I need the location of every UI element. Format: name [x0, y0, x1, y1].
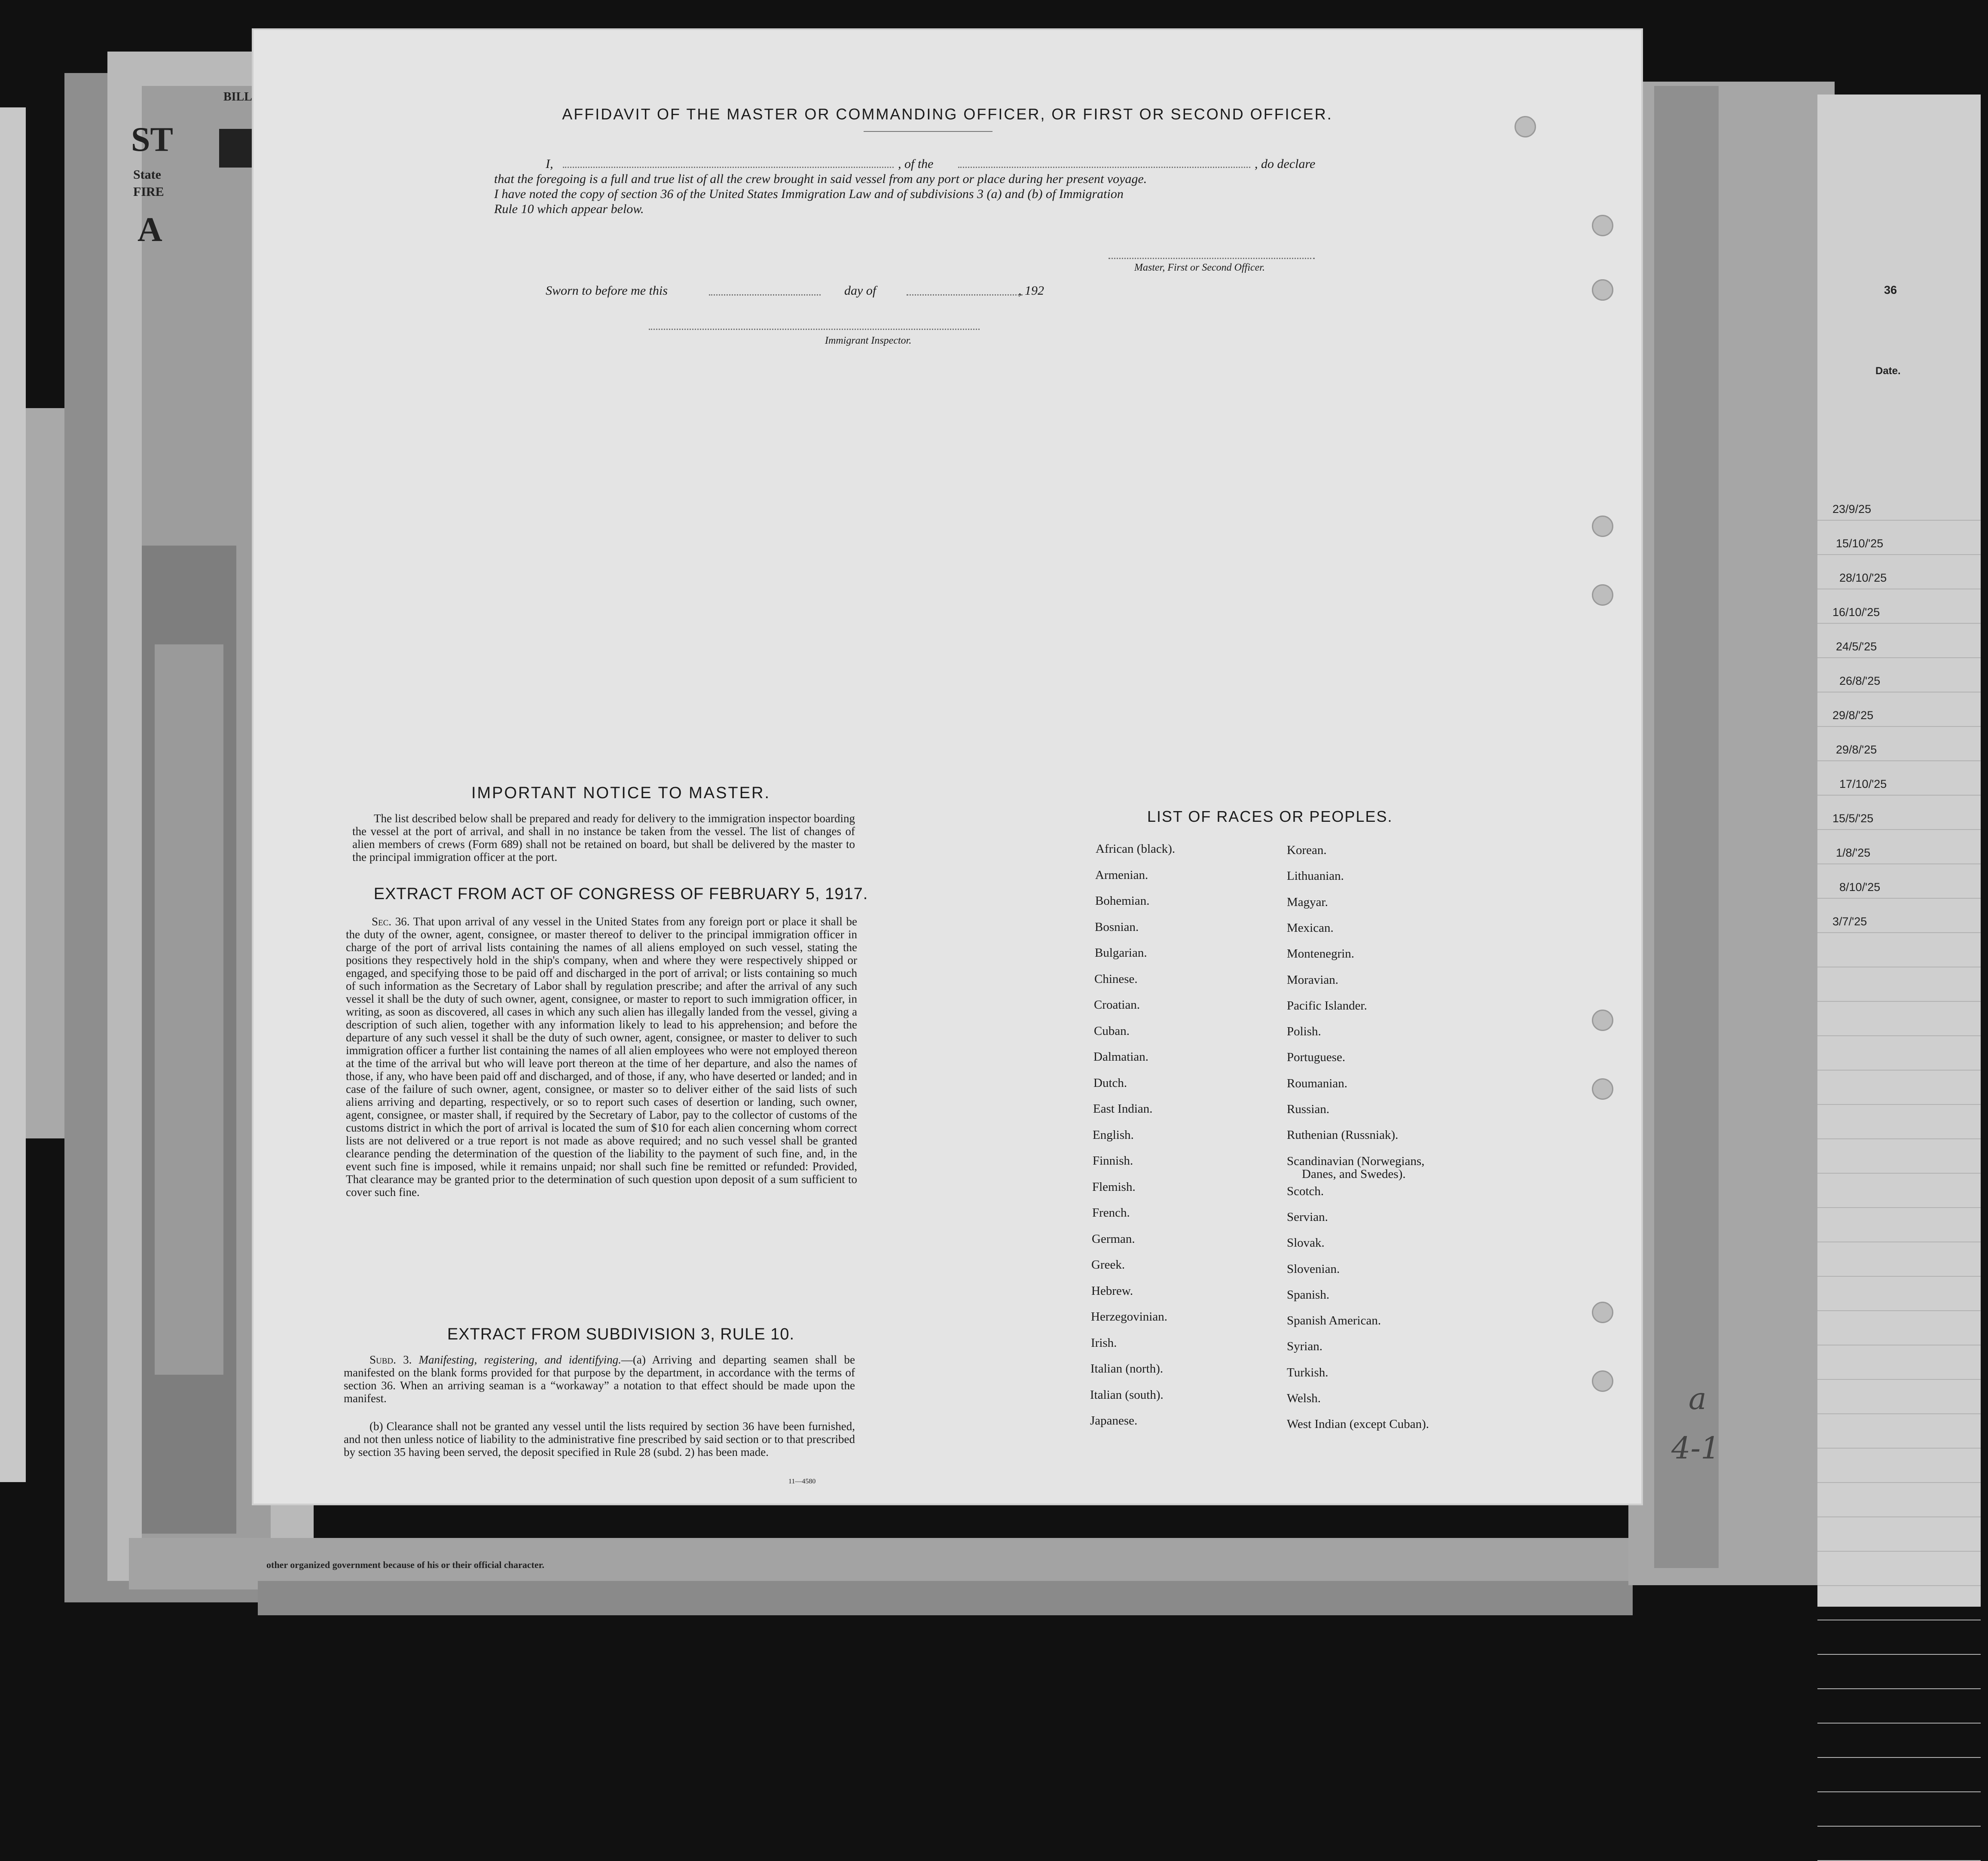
race-item: Bulgarian.: [1095, 946, 1147, 960]
punch-hole: [1592, 215, 1613, 236]
month-field-line: [907, 294, 1023, 296]
ruled-line: [1817, 1791, 1981, 1792]
extract-act-text: That upon arrival of any vessel in the United States from any foreign port or place it shall be the duty of the owner, agent, consignee, or master thereof to deliver to the principal immigration officer in charge of the port of arrival lists containing the names of all aliens employed on such vessel, stating the positions they respectively hold in the ship's company, when and where they were respectively shipped or engaged, and specifying those to be paid off and discharged in the port of arrival; or lists containing so much of such information as the Secretary of Labor shall by regulation prescribe; and after the arrival of any such vessel it shall be the duty of such owner, agent, consignee, or master to report to such immigration officer, in writing, as soon as discovered, all cases in which any such alien has illegally landed from the vessel, giving a description of such alien, together with any information likely to lead to his apprehension; and before the departure of any such vessel it shall be the duty of such owner, agent, consignee, or master to deliver to such immigration officer a further list containing the names of all alien employees who were not employed thereon at the time of the arrival but who will leave port thereon at the time of her departure, and also the names of those, if any, who have been paid off and discharged, and of those, if any, who have deserted or landed; and in case of the failure of such owner, agent, consignee, or master so to deliver either of the said lists of such aliens arriving and departing, respectively, or so to report such cases of desertion or landing, such owner, agent, consignee, or master shall, if required by the Secretary of Labor, pay to the collector of customs of the customs district in which the port of arrival is located the sum of $10 for each alien concerning whom correct lists are not delivered or a true report is not made as above required; and no such vessel shall be granted clearance pending the determination of the question of the liability to the payment of such fine, and, in the event such fine is imposed, while it remains unpaid; nor shall such fine be remitted or refunded: Provided, That clearance may be granted prior to the determination of such question upon deposit of a sum sufficient to cover such fine.: [346, 915, 857, 1199]
ruled-line: [1817, 1482, 1981, 1483]
ruled-line: [1817, 1379, 1981, 1380]
ruled-line: [1817, 1070, 1981, 1071]
subd-text-a: —(a) Arriving and departing seamen shall be manifested on the blank forms provided for that purpose by the department, in accordance with the terms of section 36. When an arriving seaman is a “workaway” a notation to that effect should be made upon the manifest.: [344, 1353, 855, 1405]
affidavit-of-the: , of the: [898, 157, 934, 171]
race-item: French.: [1092, 1206, 1130, 1220]
punch-hole: [1592, 516, 1613, 537]
ruled-line: [1817, 623, 1981, 624]
ruled-line: [1817, 554, 1981, 555]
form-number: 11—4580: [788, 1478, 816, 1485]
race-item: Spanish American.: [1287, 1314, 1381, 1328]
ruled-line: [1817, 1104, 1981, 1105]
ruled-line: [1817, 1826, 1981, 1827]
ruled-line: [1817, 760, 1981, 761]
affidavit-do-declare: , do declare: [1255, 157, 1316, 171]
affidavit-title: AFFIDAVIT OF THE MASTER OR COMMANDING OFFICER, OR FIRST OR SECOND OFFICER.: [562, 105, 1333, 123]
affidavit-line3: Rule 10 which appear below.: [494, 202, 644, 216]
punch-hole: [1592, 584, 1613, 606]
race-item: Syrian.: [1287, 1339, 1322, 1354]
race-item: Servian.: [1287, 1210, 1328, 1224]
scrap-bottom-text: other organized government because of his or their official character.: [266, 1559, 544, 1570]
subd-label: Subd. 3.: [370, 1353, 412, 1366]
ruled-line: [1817, 1688, 1981, 1689]
ruled-line: [1817, 1757, 1981, 1758]
extract-rule-body-a: [344, 1353, 855, 1405]
ruled-line: [1817, 1723, 1981, 1724]
affidavit-i: I,: [546, 157, 553, 171]
date-entry: 15/5/'25: [1832, 812, 1874, 825]
race-item: Herzegovinian.: [1091, 1310, 1167, 1324]
pencil-note-4-1: 4-1: [1671, 1431, 1720, 1466]
race-item: Bohemian.: [1095, 894, 1150, 908]
ruled-line: [1817, 1035, 1981, 1036]
race-item: Scotch.: [1287, 1184, 1324, 1198]
date-entry: 26/8/'25: [1839, 674, 1881, 687]
background-sheet: [1654, 86, 1719, 1568]
section-label: Sec. 36.: [372, 915, 410, 928]
right-date-header: Date.: [1875, 365, 1901, 377]
race-item: Dalmatian.: [1093, 1050, 1149, 1064]
ruled-line: [1817, 863, 1981, 864]
ruled-line: [1817, 692, 1981, 693]
scrap-bill: BILL: [223, 90, 252, 104]
race-item: Japanese.: [1090, 1414, 1138, 1428]
date-entry: 15/10/'25: [1836, 537, 1884, 550]
inspector-caption: Immigrant Inspector.: [825, 335, 912, 346]
ruled-line: [1817, 1276, 1981, 1277]
scrap-state: State: [133, 168, 161, 182]
scrap-letter-a: A: [137, 211, 162, 249]
race-item: Danes, and Swedes).: [1302, 1167, 1406, 1181]
sworn-text: Sworn to before me this: [546, 284, 668, 298]
race-item: West Indian (except Cuban).: [1287, 1417, 1429, 1431]
background-sheet: [258, 1581, 1633, 1615]
race-item: Ruthenian (Russniak).: [1287, 1128, 1399, 1142]
date-entry: 1/8/'25: [1836, 846, 1871, 859]
race-item: African (black).: [1096, 842, 1176, 856]
ruled-line: [1817, 898, 1981, 899]
signature-line: [1109, 258, 1315, 259]
background-sheet: [0, 107, 26, 1482]
race-item: Moravian.: [1287, 973, 1338, 987]
affidavit-line2: I have noted the copy of section 36 of the United States Immigration Law and of subdivisions 3 (a) and (b) of Immigration: [494, 187, 1124, 201]
race-item: Portuguese.: [1287, 1050, 1346, 1065]
ruled-line: [1817, 1138, 1981, 1139]
race-item: English.: [1093, 1128, 1134, 1142]
ruled-line: [1817, 1001, 1981, 1002]
day-field-line: [709, 294, 821, 296]
extract-act-body: [346, 915, 857, 1199]
race-item: Magyar.: [1287, 895, 1328, 909]
punch-hole: [1592, 1302, 1613, 1323]
date-entry: 3/7/'25: [1832, 915, 1867, 928]
background-sheet: [155, 644, 223, 1375]
date-entry: 23/9/25: [1832, 503, 1872, 516]
scrap-letters-st: ST: [131, 121, 173, 159]
race-item: Irish.: [1091, 1336, 1117, 1350]
date-entry: 16/10/'25: [1832, 606, 1880, 619]
signature-caption: Master, First or Second Officer.: [1134, 262, 1265, 273]
race-item: Turkish.: [1287, 1365, 1328, 1379]
ruled-line: [1817, 1448, 1981, 1449]
date-entry: 24/5/'25: [1836, 640, 1877, 653]
race-item: Scandinavian (Norwegians,: [1287, 1154, 1425, 1168]
race-item: Hebrew.: [1091, 1284, 1133, 1298]
ruled-line: [1817, 1413, 1981, 1414]
subd-heading: Manifesting, registering, and identifying.: [418, 1353, 621, 1366]
notice-text: The list described below shall be prepared and ready for delivery to the immigration inspector boarding the vessel at the port of arrival, and shall in no instance be taken from the vessel. The list of changes of alien members of crews (Form 689) shall not be retained on board, but shall be delivered by the master to the principal immigration officer at the port.: [352, 812, 855, 863]
race-item: Greek.: [1091, 1258, 1125, 1272]
ruled-line: [1817, 1310, 1981, 1311]
ruled-line: [1817, 1551, 1981, 1552]
race-item: Croatian.: [1094, 998, 1140, 1012]
race-item: Finnish.: [1093, 1154, 1133, 1168]
race-item: Armenian.: [1095, 868, 1148, 882]
race-item: Italian (south).: [1090, 1388, 1163, 1402]
date-entry: 29/8/'25: [1836, 743, 1877, 756]
divider: [864, 131, 992, 132]
date-entry: 29/8/'25: [1832, 709, 1874, 722]
date-entry: 8/10/'25: [1839, 881, 1881, 894]
affidavit-line1: that the foregoing is a full and true list of all the crew brought in said vessel from any port or place during her present voyage.: [494, 172, 1147, 186]
ruled-line: [1817, 1585, 1981, 1586]
race-item: Cuban.: [1094, 1024, 1130, 1038]
race-item: Roumanian.: [1287, 1076, 1347, 1090]
race-item: Italian (north).: [1090, 1362, 1163, 1376]
race-item: Lithuanian.: [1287, 869, 1344, 883]
race-item: Spanish.: [1287, 1287, 1330, 1302]
race-item: Bosnian.: [1095, 920, 1139, 934]
subd-text-b: (b) Clearance shall not be granted any vessel until the lists required by section 36 have been furnished, and not then unless notice of liability to the administrative fine prescribed by said section or to that prescribed by section 35 having been served, the deposit specified in Rule 28 (subd. 2) has been made.: [344, 1420, 855, 1458]
race-item: Russian.: [1287, 1102, 1330, 1116]
ruled-line: [1817, 795, 1981, 796]
punch-hole: [1592, 1010, 1613, 1031]
ruled-line: [1817, 932, 1981, 933]
punch-hole: [1592, 1078, 1613, 1100]
race-item: Slovenian.: [1287, 1262, 1340, 1276]
name-field-line: [563, 167, 894, 168]
race-item: Montenegrin.: [1287, 947, 1355, 961]
ruled-line: [1817, 657, 1981, 658]
race-item: East Indian.: [1093, 1102, 1153, 1116]
vessel-field-line: [958, 167, 1250, 168]
pencil-note-a: a: [1689, 1381, 1707, 1416]
day-of-text: day of: [844, 284, 876, 298]
race-item: Pacific Islander.: [1287, 998, 1367, 1013]
race-item: Flemish.: [1092, 1180, 1136, 1194]
ruled-line: [1817, 1516, 1981, 1517]
race-item: Chinese.: [1094, 972, 1138, 986]
extract-rule-title: EXTRACT FROM SUBDIVISION 3, RULE 10.: [447, 1325, 795, 1343]
notice-title: IMPORTANT NOTICE TO MASTER.: [471, 784, 771, 802]
ruled-line: [1817, 1173, 1981, 1174]
races-title: LIST OF RACES OR PEOPLES.: [1147, 808, 1393, 825]
inspector-line: [649, 329, 980, 330]
date-entry: 28/10/'25: [1839, 571, 1887, 584]
ruled-line: [1817, 829, 1981, 830]
ruled-line: [1817, 1207, 1981, 1208]
scrap-black-block: [219, 129, 253, 168]
race-item: Slovak.: [1287, 1236, 1325, 1250]
extract-act-title: EXTRACT FROM ACT OF CONGRESS OF FEBRUARY 5, 1917.: [373, 885, 868, 903]
date-entry: 17/10/'25: [1839, 778, 1887, 790]
race-item: German.: [1092, 1232, 1135, 1246]
race-item: Korean.: [1287, 843, 1327, 857]
race-item: Polish.: [1287, 1025, 1321, 1039]
punch-hole: [1592, 1370, 1613, 1392]
ruled-line: [1817, 520, 1981, 521]
year-text: , 192: [1018, 284, 1044, 298]
punch-hole: [1592, 279, 1613, 301]
scrap-fire: FIRE: [133, 185, 164, 199]
affidavit-page: [253, 30, 1641, 1504]
race-item: Mexican.: [1287, 921, 1334, 935]
race-item: Dutch.: [1093, 1076, 1127, 1090]
race-item: Welsh.: [1287, 1391, 1321, 1405]
ruled-line: [1817, 1654, 1981, 1655]
ruled-line: [1817, 726, 1981, 727]
right-page-number: 36: [1884, 284, 1897, 296]
